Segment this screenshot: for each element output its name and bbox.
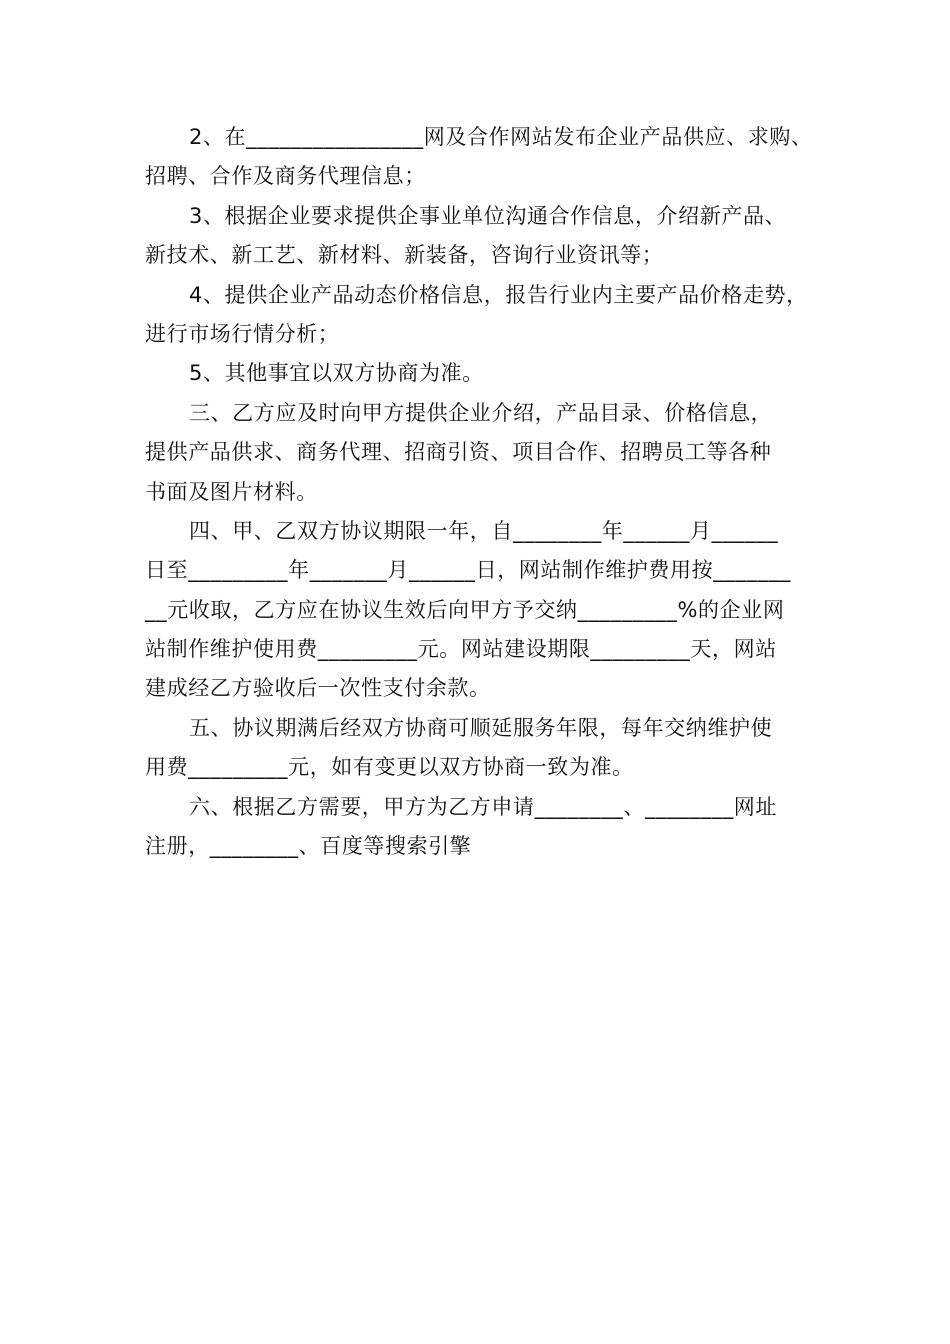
section-3-line-2: 提供产品供求、商务代理、招商引资、项目合作、招聘员工等各种: [145, 440, 772, 465]
section-4-line-4: 站制作维护使用费_________元。网站建设期限_________天，网站: [145, 637, 777, 662]
section-3-line-3: 书面及图片材料。: [145, 479, 318, 504]
clause-3-line-1: 3、根据企业要求提供企事业单位沟通合作信息，介绍新产品、: [189, 203, 787, 228]
section-5-line-1: 五、协议期满后经双方协商可顺延服务年限，每年交纳维护使: [189, 715, 773, 740]
clause-2-line-2: 招聘、合作及商务代理信息；: [145, 164, 426, 189]
document-body: [145, 118, 815, 866]
clause-5-line-1: 5、其他事宜以双方协商为准。: [189, 361, 484, 386]
section-4-line-2: 日至_________年_______月______日，网站制作维护费用按_______: [145, 558, 791, 583]
section-5-line-2: 用费_________元，如有变更以双方协商一致为准。: [145, 755, 634, 780]
clause-4-line-2: 进行市场行情分析；: [145, 321, 340, 346]
clause-4-line-1: 4、提供企业产品动态价格信息，报告行业内主要产品价格走势，: [189, 282, 808, 307]
section-4-line-3: __元收取，乙方应在协议生效后向甲方予交纳_________%的企业网: [145, 597, 785, 622]
section-6-line-1: 六、根据乙方需要，甲方为乙方申请________、________网址: [189, 794, 777, 819]
clause-3-line-2: 新技术、新工艺、新材料、新装备，咨询行业资讯等；: [145, 243, 664, 268]
section-6-line-2: 注册，________、百度等搜索引擎: [145, 834, 472, 859]
clause-2-line-1: 2、在________________网及合作网站发布企业产品供应、求购、: [189, 125, 813, 149]
section-4-line-5: 建成经乙方验收后一次性支付余款。: [145, 676, 491, 701]
section-3-line-1: 三、乙方应及时向甲方提供企业介绍，产品目录、价格信息，: [189, 400, 773, 425]
section-4-line-1: 四、甲、乙双方协议期限一年，自________年______月______: [189, 518, 779, 543]
